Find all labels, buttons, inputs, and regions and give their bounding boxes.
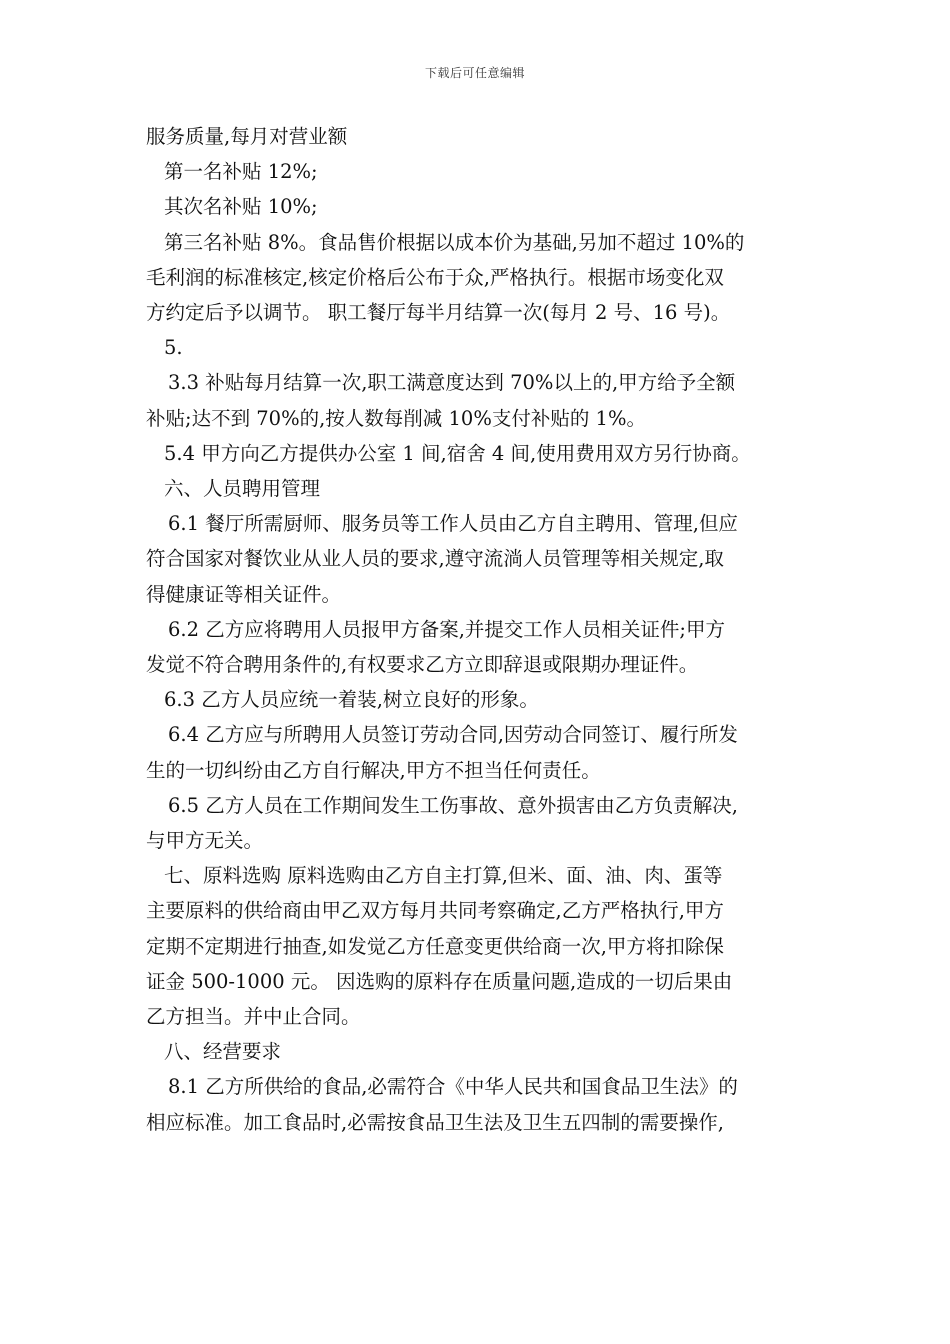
text-line: 乙方担当。并中止合同。	[146, 1005, 361, 1029]
text-line: 六、人员聘用管理	[164, 477, 321, 501]
text-line: 其次名补贴 10%;	[164, 195, 318, 219]
text-line: 服务质量,每月对营业额	[146, 125, 348, 148]
text-line: 主要原料的供给商由甲乙双方每月共同考察确定,乙方严格执行,甲方	[146, 899, 724, 923]
text-line: 八、经营要求	[164, 1040, 282, 1064]
text-line: 得健康证等相关证件。	[146, 582, 342, 606]
text-line: 补贴;达不到 70%的,按人数每削减 10%支付补贴的 1%。	[146, 406, 646, 430]
text-line: 与甲方无关。	[146, 829, 264, 853]
text-line: 毛利润的标准核定,核定价格后公布于众,严格执行。根据市场变化双	[146, 265, 724, 289]
text-line: 8.1 乙方所供给的食品,必需符合《中华人民共和国食品卫生法》的	[168, 1075, 738, 1099]
text-line: 6.1 餐厅所需厨师、服务员等工作人员由乙方自主聘用、管理,但应	[168, 512, 738, 536]
text-line: 符合国家对餐饮业从业人员的要求,遵守流淌人员管理等相关规定,取	[146, 547, 724, 571]
text-line: 5.4 甲方向乙方提供办公室 1 间,宿舍 4 间,使用费用双方另行协商。	[164, 441, 751, 465]
text-line: 生的一切纠纷由乙方自行解决,甲方不担当任何责任。	[146, 758, 601, 782]
text-line: 方约定后予以调节。 职工餐厅每半月结算一次(每月 2 号、16 号)。	[146, 301, 731, 325]
text-line: 6.3 乙方人员应统一着装,树立良好的形象。	[164, 688, 539, 712]
document-body	[146, 119, 814, 1140]
text-line: 3.3 补贴每月结算一次,职工满意度达到 70%以上的,甲方给予全额	[168, 371, 736, 395]
text-line: 6.5 乙方人员在工作期间发生工伤事故、意外损害由乙方负责解决,	[168, 793, 738, 817]
text-line: 5.	[164, 336, 183, 360]
text-line: 6.4 乙方应与所聘用人员签订劳动合同,因劳动合同签订、履行所发	[168, 723, 738, 747]
text-line: 第一名补贴 12%;	[164, 160, 318, 184]
text-line: 定期不定期进行抽查,如发觉乙方任意变更供给商一次,甲方将扣除保	[146, 934, 724, 958]
text-line: 相应标准。加工食品时,必需按食品卫生法及卫生五四制的需要操作,	[146, 1110, 724, 1134]
text-line: 第三名补贴 8%。食品售价根据以成本价为基础,另加不超过 10%的	[164, 230, 745, 254]
text-line: 七、原料选购 原料选购由乙方自主打算,但米、面、油、肉、蛋等	[164, 864, 723, 888]
page-header: 下载后可任意编辑	[424, 66, 525, 80]
text-line: 证金 500-1000 元。 因选购的原料存在质量问题,造成的一切后果由	[146, 969, 733, 993]
text-line: 6.2 乙方应将聘用人员报甲方备案,并提交工作人员相关证件;甲方	[168, 617, 725, 641]
text-line: 发觉不符合聘用条件的,有权要求乙方立即辞退或限期办理证件。	[146, 653, 699, 677]
